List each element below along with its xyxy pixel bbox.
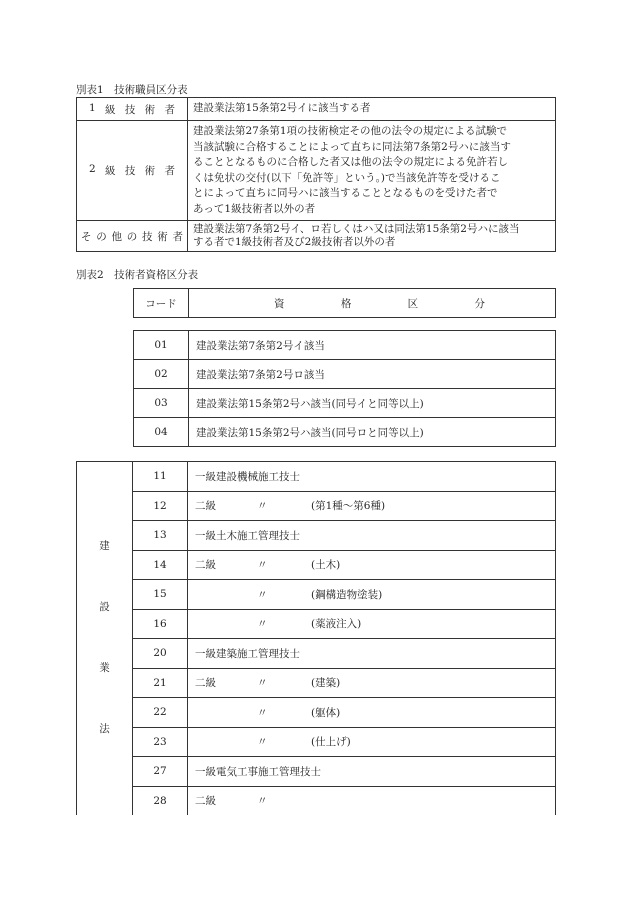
code-cell: 28 [133, 786, 188, 815]
code-cell: 04 [134, 418, 189, 447]
code-header: コード [134, 289, 189, 318]
code-cell: 21 [133, 668, 188, 698]
table-row [77, 521, 556, 551]
code-cell: 13 [133, 521, 188, 551]
code-cell: 20 [133, 639, 188, 669]
table-row [77, 609, 556, 639]
code-cell: 12 [133, 491, 188, 521]
name-cell: 二級 〃 (建築) [188, 668, 556, 698]
code-cell: 01 [134, 331, 189, 360]
table-row [77, 98, 556, 121]
table-row [77, 550, 556, 580]
code-cell: 02 [134, 360, 189, 389]
qualification-header-table [133, 288, 556, 318]
table-row [77, 698, 556, 728]
table-row [77, 121, 556, 221]
name-cell: 〃 (薬液注入) [188, 609, 556, 639]
code-cell: 14 [133, 550, 188, 580]
name-cell: 一級建設機械施工技士 [188, 462, 556, 492]
description-cell: 建設業法第7条第2号イ、ロ若しくはハ又は同法第15条第2号ハに該当 する者で1級技術者及び2級技術者以外の者 [188, 221, 556, 252]
category-cell: 1 級 技 術 者 [77, 98, 188, 121]
table-row [77, 491, 556, 521]
name-cell: 〃 (仕上げ) [188, 727, 556, 757]
table1-caption: 別表1 技術職員区分表 [76, 84, 188, 96]
qualification-table [133, 330, 556, 447]
name-cell: 建設業法第7条第2号イ該当 [189, 331, 556, 360]
description-cell: 建設業法第15条第2号イに該当する者 [188, 98, 556, 121]
table-row [77, 580, 556, 610]
name-cell: 建設業法第7条第2号ロ該当 [189, 360, 556, 389]
category-cell: 2 級 技 術 者 [77, 121, 188, 221]
name-cell: 二級 〃 (第1種〜第6種) [188, 491, 556, 521]
table-row [77, 221, 556, 252]
category-cell: そ の 他 の 技 術 者 [77, 221, 188, 252]
construction-law-table [76, 461, 556, 815]
code-cell: 27 [133, 757, 188, 787]
code-cell: 16 [133, 609, 188, 639]
name-cell: 一級土木施工管理技士 [188, 521, 556, 551]
name-cell: 〃 (鋼構造物塗装) [188, 580, 556, 610]
table-row [134, 389, 556, 418]
table-row [77, 462, 556, 492]
code-cell: 22 [133, 698, 188, 728]
name-cell: 二級 〃 [188, 786, 556, 815]
name-cell: 建設業法第15条第2号ハ該当(同号イと同等以上) [189, 389, 556, 418]
table-row [134, 331, 556, 360]
name-cell: 一級建築施工管理技士 [188, 639, 556, 669]
code-cell: 11 [133, 462, 188, 492]
header-row [134, 289, 556, 318]
table-row [77, 639, 556, 669]
staff-classification-table [76, 97, 556, 252]
description-cell: 建設業法第27条第1項の技術検定その他の法令の規定による試験で 当該試験に合格することによって直ちに同法第7条第2号ハに該当す ることとなるものに合格した者又は他の法令の規定による免許若し くは免状の交付(以下「免許等」という。)で当該免許等を受けるこ とによって直ちに同号ハに該当することとなるものを受けた者で あって1級技術者以外の者 [188, 121, 556, 221]
code-cell: 03 [134, 389, 189, 418]
code-cell: 15 [133, 580, 188, 610]
table-row [77, 727, 556, 757]
table-row [77, 668, 556, 698]
name-cell: 〃 (躯体) [188, 698, 556, 728]
table2-caption: 別表2 技術者資格区分表 [76, 269, 199, 281]
side-label: 建 設 業 法 [77, 462, 133, 816]
table-row [134, 360, 556, 389]
name-header: 資 格 区 分 [189, 289, 556, 318]
code-cell: 23 [133, 727, 188, 757]
table-row [134, 418, 556, 447]
name-cell: 建設業法第15条第2号ハ該当(同号ロと同等以上) [189, 418, 556, 447]
name-cell: 二級 〃 (土木) [188, 550, 556, 580]
table-row [77, 757, 556, 787]
table-row [77, 786, 556, 815]
name-cell: 一級電気工事施工管理技士 [188, 757, 556, 787]
